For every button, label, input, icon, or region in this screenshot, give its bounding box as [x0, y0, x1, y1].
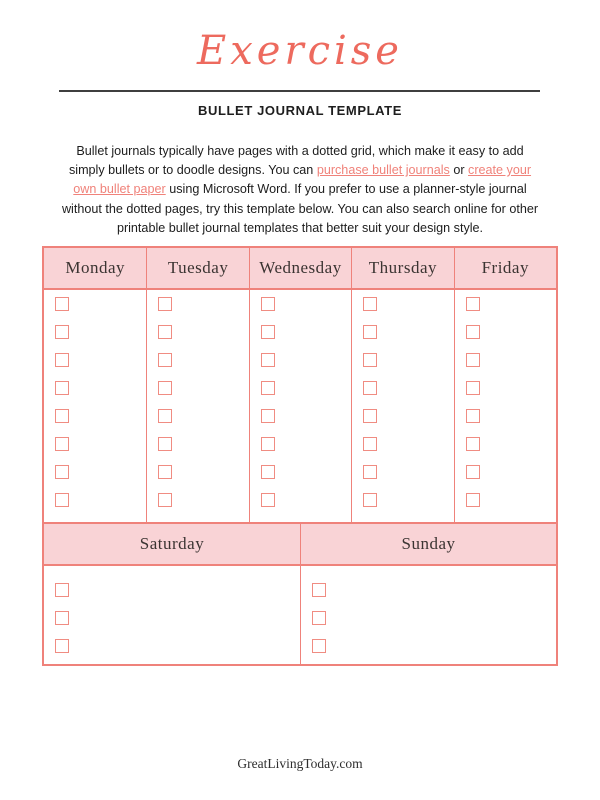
checkbox[interactable]: [363, 381, 377, 395]
checkbox[interactable]: [363, 409, 377, 423]
checkbox[interactable]: [466, 297, 480, 311]
day-column-tuesday: [146, 290, 248, 522]
checkbox[interactable]: [158, 353, 172, 367]
checkbox[interactable]: [261, 465, 275, 479]
checkbox[interactable]: [363, 353, 377, 367]
checkbox[interactable]: [158, 409, 172, 423]
checkbox[interactable]: [261, 353, 275, 367]
weekday-body-row: [44, 290, 556, 522]
checkbox[interactable]: [261, 297, 275, 311]
day-header-sunday: Sunday: [300, 524, 556, 564]
checkbox[interactable]: [363, 437, 377, 451]
day-column-sunday: [300, 566, 556, 664]
checkbox[interactable]: [466, 437, 480, 451]
checkbox[interactable]: [55, 297, 69, 311]
checkbox[interactable]: [158, 325, 172, 339]
checkbox[interactable]: [158, 465, 172, 479]
checkbox[interactable]: [363, 325, 377, 339]
day-column-friday: [454, 290, 556, 522]
weekend-body-row: [44, 566, 556, 664]
checkbox[interactable]: [466, 325, 480, 339]
day-header-tuesday: Tuesday: [146, 248, 248, 288]
checkbox[interactable]: [55, 465, 69, 479]
checkbox[interactable]: [261, 325, 275, 339]
intro-text: Bullet journals typically have pages with a dotted grid, which make it easy to add simply bullets or to doodle designs. You can: [68, 143, 524, 177]
day-header-thursday: Thursday: [351, 248, 453, 288]
intro-link[interactable]: purchase bullet journals: [316, 163, 450, 177]
checkbox[interactable]: [261, 381, 275, 395]
horizontal-rule: [59, 90, 540, 92]
day-column-wednesday: [249, 290, 351, 522]
checkbox[interactable]: [466, 409, 480, 423]
day-column-monday: [44, 290, 146, 522]
intro-paragraph: [58, 142, 542, 239]
checkbox[interactable]: [55, 353, 69, 367]
checkbox[interactable]: [312, 583, 326, 597]
checkbox[interactable]: [363, 493, 377, 507]
intro-text: using Microsoft Word. If you prefer to use a planner-style journal without the dotted pages, try this template below. You can also search online for other printable bullet journal templates that better suit your design style.: [61, 182, 539, 236]
checkbox[interactable]: [466, 465, 480, 479]
document-heading: BULLET JOURNAL TEMPLATE: [198, 103, 402, 118]
day-header-saturday: Saturday: [139, 534, 205, 553]
day-header-friday: Friday: [454, 248, 556, 288]
checkbox[interactable]: [363, 297, 377, 311]
day-column-saturday: [44, 566, 300, 664]
weekly-planner-table: [42, 246, 558, 666]
checkbox[interactable]: [466, 493, 480, 507]
checkbox[interactable]: [363, 465, 377, 479]
checkbox[interactable]: [55, 381, 69, 395]
checkbox[interactable]: [466, 353, 480, 367]
checkbox[interactable]: [261, 437, 275, 451]
checkbox[interactable]: [55, 325, 69, 339]
checkbox[interactable]: [55, 409, 69, 423]
day-header-monday: Monday: [65, 258, 126, 277]
footer-site-name: GreatLivingToday.com: [237, 756, 363, 771]
checkbox[interactable]: [55, 493, 69, 507]
checkbox[interactable]: [466, 381, 480, 395]
checkbox[interactable]: [312, 611, 326, 625]
checkbox[interactable]: [158, 381, 172, 395]
intro-text: or: [449, 163, 469, 177]
weekend-header-row: [44, 522, 556, 566]
page-title-script: Exercise: [197, 28, 403, 74]
checkbox[interactable]: [158, 437, 172, 451]
checkbox[interactable]: [312, 639, 326, 653]
checkbox[interactable]: [158, 297, 172, 311]
checkbox[interactable]: [158, 493, 172, 507]
checkbox[interactable]: [55, 437, 69, 451]
checkbox[interactable]: [55, 639, 69, 653]
checkbox[interactable]: [55, 583, 69, 597]
weekday-header-row: [44, 248, 556, 290]
day-column-thursday: [351, 290, 453, 522]
checkbox[interactable]: [261, 409, 275, 423]
checkbox[interactable]: [55, 611, 69, 625]
day-header-wednesday: Wednesday: [249, 248, 351, 288]
intro-link[interactable]: create your own bullet paper: [73, 163, 532, 197]
checkbox[interactable]: [261, 493, 275, 507]
